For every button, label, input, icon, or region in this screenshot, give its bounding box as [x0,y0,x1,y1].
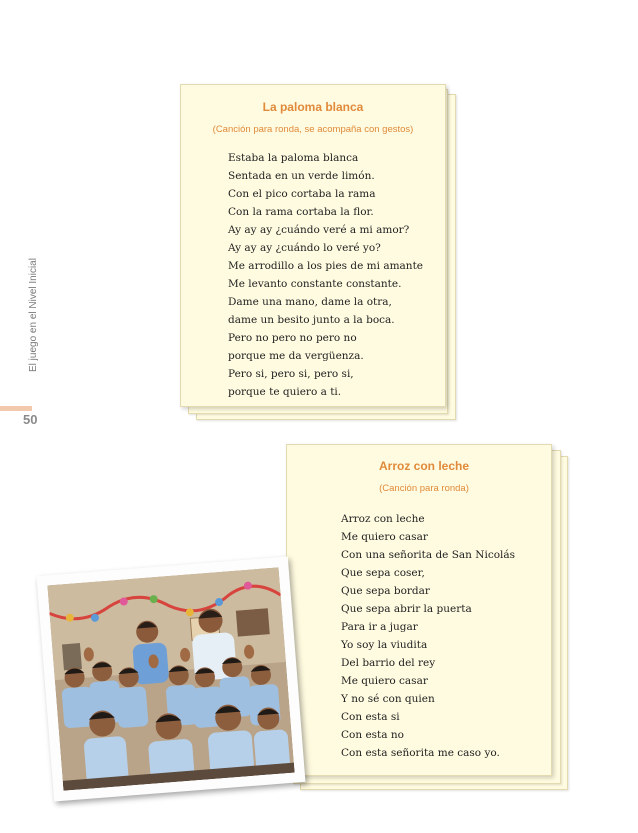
classroom-photo [47,567,294,791]
page-number: 50 [23,412,38,427]
lyric-line: Con esta si [341,711,400,723]
lyric-line: Pero si, pero si, pero si, [228,368,354,380]
lyric-line: Del barrio del rey [341,657,436,669]
lyric-line: porque me da vergüenza. [228,350,364,362]
page-number-rule [0,406,32,411]
lyric-line: Para ir a jugar [341,621,418,633]
lyric-line: Ay ay ay ¿cuándo veré a mi amor? [228,224,410,236]
lyric-line: Arroz con leche [341,513,425,525]
lyric-line: Me quiero casar [341,531,428,543]
lyric-line: porque te quiero a ti. [228,386,342,398]
lyric-line: Estaba la paloma blanca [228,152,359,164]
classroom-photo-frame [37,556,306,801]
lyric-line: Y no sé con quien [341,693,435,705]
song-lyrics [341,510,515,762]
lyric-line: Pero no pero no pero no [228,332,357,344]
lyric-line: Dame una mano, dame la otra, [228,296,392,308]
lyric-line: Con esta señorita me caso yo. [341,747,500,759]
lyric-line: Sentada en un verde limón. [228,170,375,182]
children-group-illustration [47,567,294,791]
lyric-line: Con la rama cortaba la flor. [228,206,374,218]
lyric-line: Me arrodillo a los pies de mi amante [228,260,423,272]
lyric-line: Con esta no [341,729,404,741]
lyric-line: Que sepa bordar [341,585,430,597]
song-card-arroz-con-leche [286,444,552,776]
lyric-line: Ay ay ay ¿cuándo lo veré yo? [228,242,381,254]
song-lyrics [228,149,423,401]
lyric-line: dame un besito junto a la boca. [228,314,395,326]
lyric-line: Me levanto constante constante. [228,278,402,290]
lyric-line: Con una señorita de San Nicolás [341,549,516,561]
running-header: El juego en el Nivel Inicial [28,258,39,372]
song-subtitle: (Canción para ronda) [379,483,469,494]
song-title: La paloma blanca [262,100,364,114]
lyric-line: Que sepa abrir la puerta [341,603,472,615]
lyric-line: Que sepa coser, [341,567,425,579]
song-subtitle: (Canción para ronda, se acompaña con gestos) [212,124,414,135]
lyric-line: Con el pico cortaba la rama [228,188,376,200]
song-card-la-paloma-blanca [180,84,446,407]
lyric-line: Yo soy la viudita [341,639,428,651]
song-title: Arroz con leche [378,459,470,473]
lyric-line: Me quiero casar [341,675,428,687]
